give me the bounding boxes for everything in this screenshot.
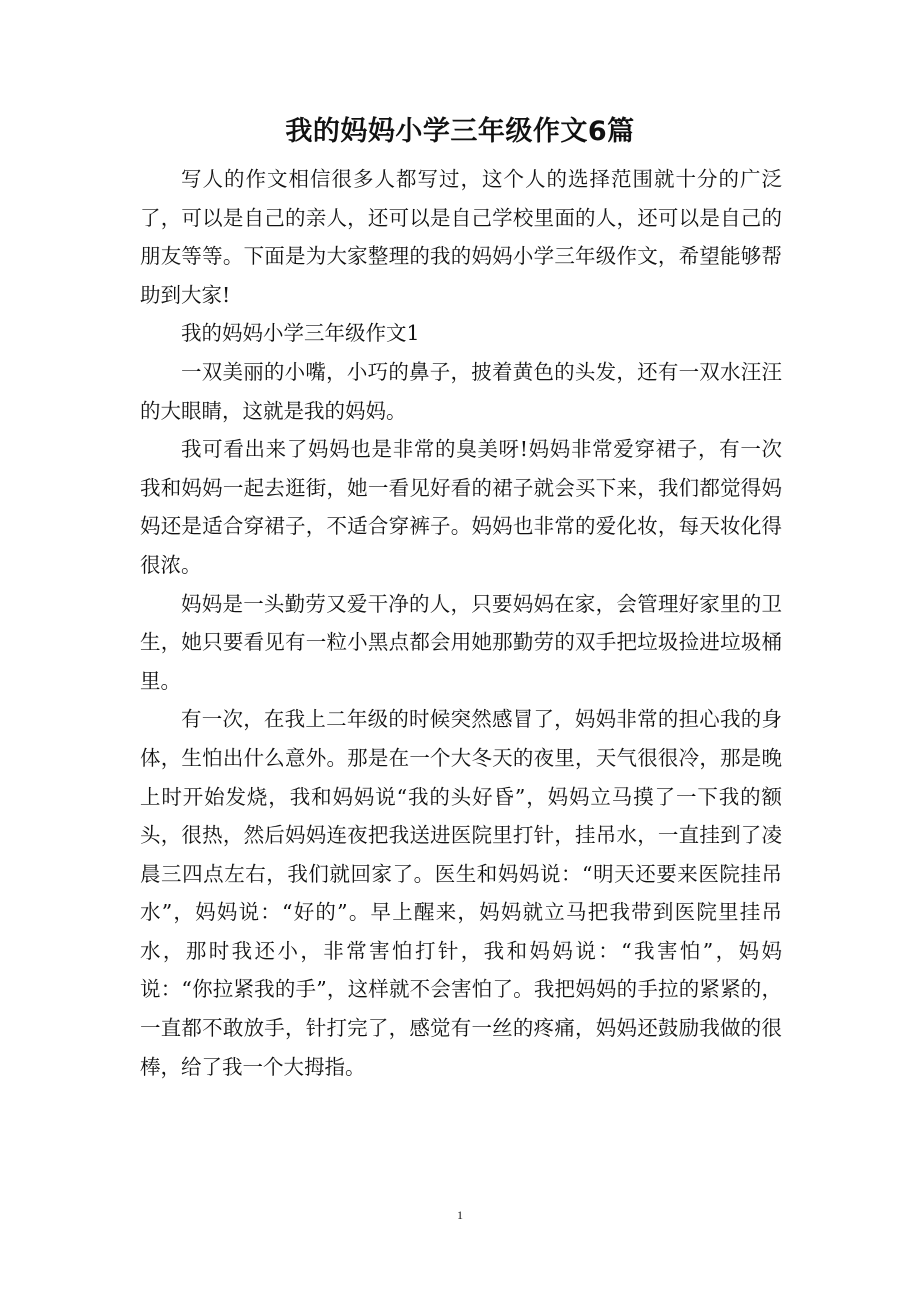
paragraph-fever-story: 有一次，在我上二年级的时候突然感冒了，妈妈非常的担心我的身体，生怕出什么意外。那是在一个大冬天的夜里，天气很很冷，那是晚上时开始发烧，我和妈妈说“我的头好昏”，妈妈立马摸了一下我的额头，很热，然后妈妈连夜把我送进医院里打针，挂吊水，一直挂到了凌晨三四点左右，我们就回家了。医生和妈妈说：“明天还要来医院挂吊水”，妈妈说：“好的”。早上醒来，妈妈就立马把我带到医院里挂吊水，那时我还小，非常害怕打针，我和妈妈说：“我害怕”，妈妈说：“你拉紧我的手”，这样就不会害怕了。我把妈妈的手拉的紧紧的，一直都不敢放手，针打完了，感觉有一丝的疼痛，妈妈还鼓励我做的很棒，给了我一个大拇指。: [140, 707, 782, 1079]
paragraph-intro: 写人的作文相信很多人都写过，这个人的选择范围就十分的广泛了，可以是自己的亲人，还可以是自己学校里面的人，还可以是自己的朋友等等。下面是为大家整理的我的妈妈小学三年级作文，希望能够帮助到大家!: [140, 167, 782, 307]
section-heading-essay-1: 我的妈妈小学三年级作文1: [181, 321, 420, 346]
paragraph-appearance: 一双美丽的小嘴，小巧的鼻子，披着黄色的头发，还有一双水汪汪的大眼睛，这就是我的妈妈。: [140, 359, 782, 423]
page-number: 1: [457, 1208, 463, 1222]
document-body: [140, 160, 782, 1086]
paragraph-cleaning: 妈妈是一头勤劳又爱干净的人，只要妈妈在家，会管理好家里的卫生，她只要看见有一粒小黑点都会用她那勤劳的双手把垃圾捡进垃圾桶里。: [140, 591, 782, 693]
document-title: 我的妈妈小学三年级作文6篇: [285, 116, 635, 147]
paragraph-skirts: 我可看出来了妈妈也是非常的臭美呀!妈妈非常爱穿裙子，有一次我和妈妈一起去逛街，她一看见好看的裙子就会买下来，我们都觉得妈妈还是适合穿裙子，不适合穿裤子。妈妈也非常的爱化妆，每天妆化得很浓。: [140, 437, 782, 577]
